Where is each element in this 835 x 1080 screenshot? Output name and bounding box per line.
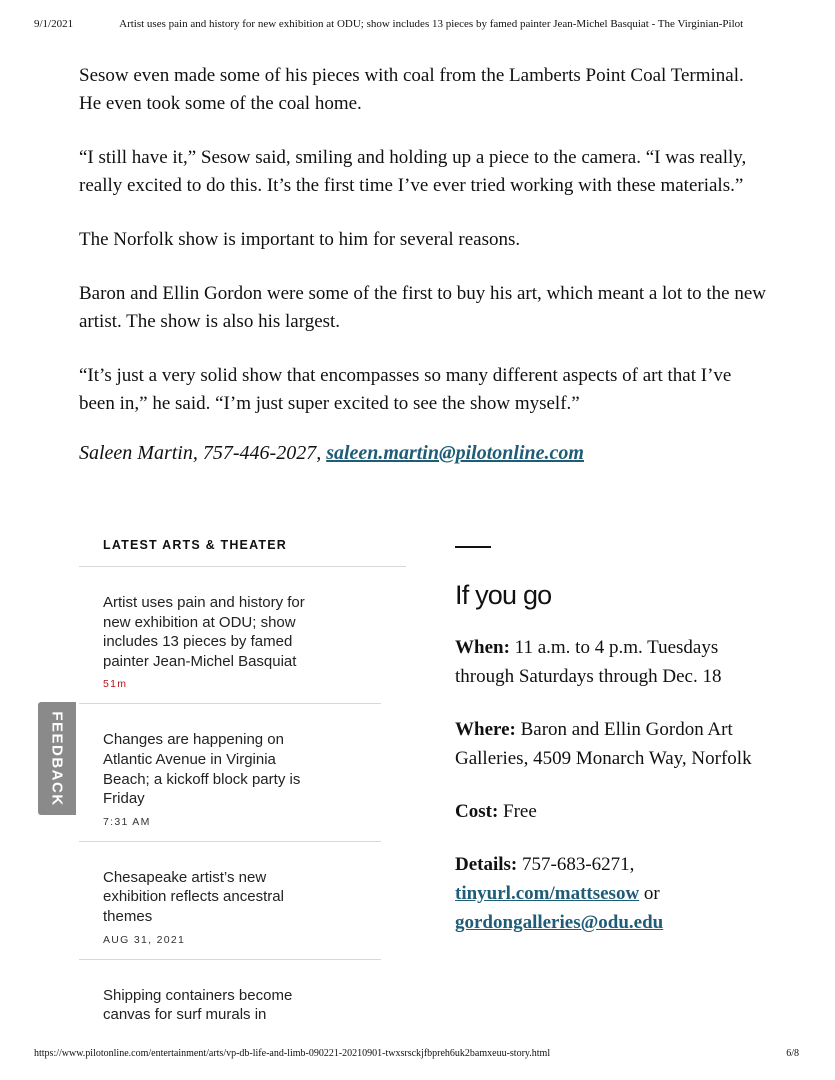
if-you-go-title: If you go — [455, 580, 552, 610]
list-item[interactable] — [79, 960, 381, 1038]
gallery-email-link[interactable]: gordongalleries@odu.edu — [455, 912, 664, 933]
page-number: 6/8 — [786, 1048, 799, 1059]
article-paragraph: “I still have it,” Sesow said, smiling and holding up a piece to the camera. “I was really, really excited to do this. It’s the first time I’ve ever tried working with these materials.” — [79, 147, 747, 196]
details-value: 757-683-6271, — [517, 854, 635, 875]
byline — [79, 442, 769, 465]
feedback-button[interactable] — [38, 702, 76, 815]
list-item[interactable] — [79, 842, 381, 960]
print-footer — [34, 1048, 799, 1059]
print-title: Artist uses pain and history for new exhibition at ODU; show includes 13 pieces by famed painter Jean-Michel Basquiat - The Virginian-Pilot — [119, 18, 744, 30]
page-url: https://www.pilotonline.com/entertainment/arts/vp-db-life-and-limb-090221-20210901-twxsrsckjfbpreh6uk2bamxeuu-story.html — [34, 1048, 551, 1059]
where-value: Baron and Ellin Gordon Art Galleries, 4509 Monarch Way, Norfolk — [455, 719, 752, 769]
when-label: When: — [455, 637, 510, 658]
article-body — [79, 62, 769, 465]
byline-text: Saleen Martin, 757-446-2027, — [79, 442, 327, 464]
latest-headline[interactable]: Shipping containers become canvas for surf murals in — [103, 986, 293, 1024]
latest-timestamp: 7:31 AM — [103, 815, 151, 828]
feedback-label: FEEDBACK — [48, 710, 66, 807]
latest-headline[interactable]: Changes are happening on Atlantic Avenue in Virginia Beach; a kickoff block party is Friday — [103, 731, 301, 808]
list-item[interactable] — [79, 567, 381, 704]
print-date: 9/1/2021 — [34, 18, 74, 30]
latest-timestamp: AUG 31, 2021 — [103, 933, 186, 946]
details-label: Details: — [455, 854, 518, 875]
when-info — [455, 633, 775, 691]
byline-email-link[interactable]: saleen.martin@pilotonline.com — [326, 442, 584, 464]
article-paragraph: Sesow even made some of his pieces with coal from the Lamberts Point Coal Terminal. He even took some of the coal home. — [79, 65, 744, 114]
list-item[interactable] — [79, 704, 381, 841]
latest-list — [79, 567, 406, 1038]
cost-value: Free — [498, 801, 537, 822]
section-divider — [455, 546, 491, 548]
article-paragraph: “It’s just a very solid show that encompasses so many different aspects of art that I’ve been in,” he said. “I’m just super excited to see the show myself.” — [79, 365, 732, 414]
article-paragraph: The Norfolk show is important to him for several reasons. — [79, 229, 521, 250]
where-label: Where: — [455, 719, 516, 740]
print-header — [34, 18, 775, 30]
if-you-go-box — [455, 546, 775, 961]
details-info — [455, 850, 775, 937]
latest-arts-theater — [79, 538, 406, 1038]
details-or: or — [639, 883, 660, 904]
article-paragraph: Baron and Ellin Gordon were some of the first to buy his art, which meant a lot to the new artist. The show is also his largest. — [79, 283, 767, 332]
cost-label: Cost: — [455, 801, 499, 822]
when-value: 11 a.m. to 4 p.m. Tuesdays through Saturdays through Dec. 18 — [455, 637, 722, 687]
latest-headline[interactable]: Artist uses pain and history for new exhibition at ODU; show includes 13 pieces by famed painter Jean-Michel Basquiat — [103, 594, 305, 670]
latest-timestamp: 51m — [103, 678, 128, 691]
tinyurl-link[interactable]: tinyurl.com/mattsesow — [455, 883, 640, 904]
latest-section-title: LATEST ARTS & THEATER — [79, 538, 406, 567]
cost-info — [455, 797, 775, 826]
latest-headline[interactable]: Chesapeake artist’s new exhibition reflects ancestral themes — [103, 868, 284, 925]
where-info — [455, 715, 775, 773]
